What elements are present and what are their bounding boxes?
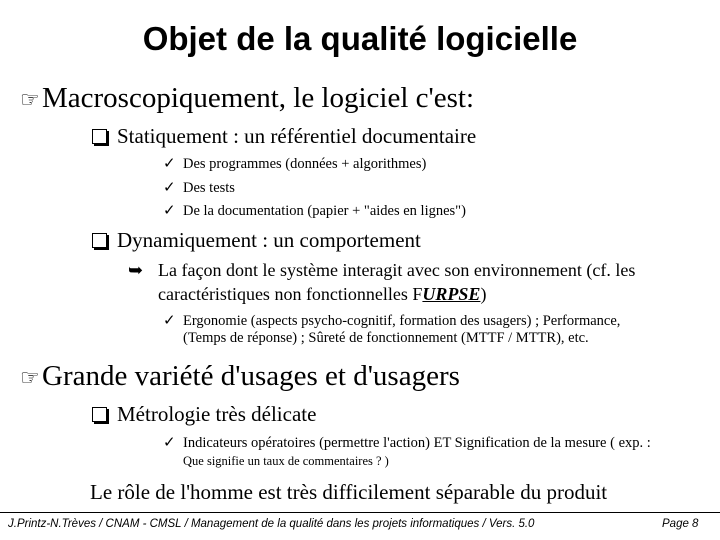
item-text: Statiquement : un référentiel documentaire [117, 124, 477, 148]
list-item: ✓ Ergonomie (aspects psycho-cognitif, formation des usagers) ; Performance, [163, 313, 621, 329]
list-item-continuation: (Temps de réponse) ; Sûreté de fonctionnement (MTTF / MTTR), etc. [183, 330, 589, 346]
item-text: Dynamiquement : un comportement [117, 228, 421, 252]
conclusion-text: Le rôle de l'homme est très difficilement séparable du produit [90, 480, 608, 504]
heading-text: Grande variété d'usages et d'usagers [42, 360, 460, 392]
arrow-item-continuation: caractéristiques non fonctionnelles FURPSE) [158, 284, 487, 304]
list-item: ✓ Indicateurs opératoires (permettre l'action) ET Signification de la mesure ( exp. : [163, 435, 651, 451]
item-metrologie [92, 402, 316, 427]
checkmark-icon: ✓ [163, 180, 176, 196]
checkbox-icon [92, 407, 107, 422]
heading-grande-variete [20, 360, 460, 393]
checkmark-icon: ✓ [163, 156, 176, 172]
arrow-item: ➥ La façon dont le système interagit avec son environnement (cf. les [128, 260, 636, 280]
list-item: ✓ De la documentation (papier + "aides en lignes") [163, 203, 466, 219]
arrow-icon: ➥ [128, 260, 144, 280]
checkmark-icon: ✓ [163, 203, 176, 219]
item-dynamiquement [92, 228, 421, 253]
footer-divider [0, 512, 720, 513]
checkbox-icon [92, 233, 107, 248]
page-title: Objet de la qualité logicielle [142, 20, 578, 57]
heading-text: Macroscopiquement, le logiciel c'est: [42, 82, 475, 114]
heading-macroscopiquement [20, 82, 474, 115]
hand-pointing-icon: ☞ [20, 365, 40, 390]
checkmark-icon: ✓ [163, 435, 176, 451]
footer-credit: J.Printz-N.Trèves / CNAM - CMSL / Management de la qualité dans les projets informatiques / Vers. 5.0 [8, 518, 535, 530]
list-item-continuation: Que signifie un taux de commentaires ? ) [183, 454, 389, 468]
urpse-emphasis: URPSE [422, 284, 481, 304]
list-item: ✓ Des tests [163, 180, 235, 196]
page-number: Page 8 [662, 518, 699, 530]
checkmark-icon: ✓ [163, 313, 176, 329]
checkbox-icon [92, 129, 107, 144]
list-item: ✓ Des programmes (données + algorithmes) [163, 156, 427, 172]
item-text: Métrologie très délicate [117, 402, 317, 426]
item-statiquement [92, 124, 476, 149]
hand-pointing-icon: ☞ [20, 87, 40, 112]
